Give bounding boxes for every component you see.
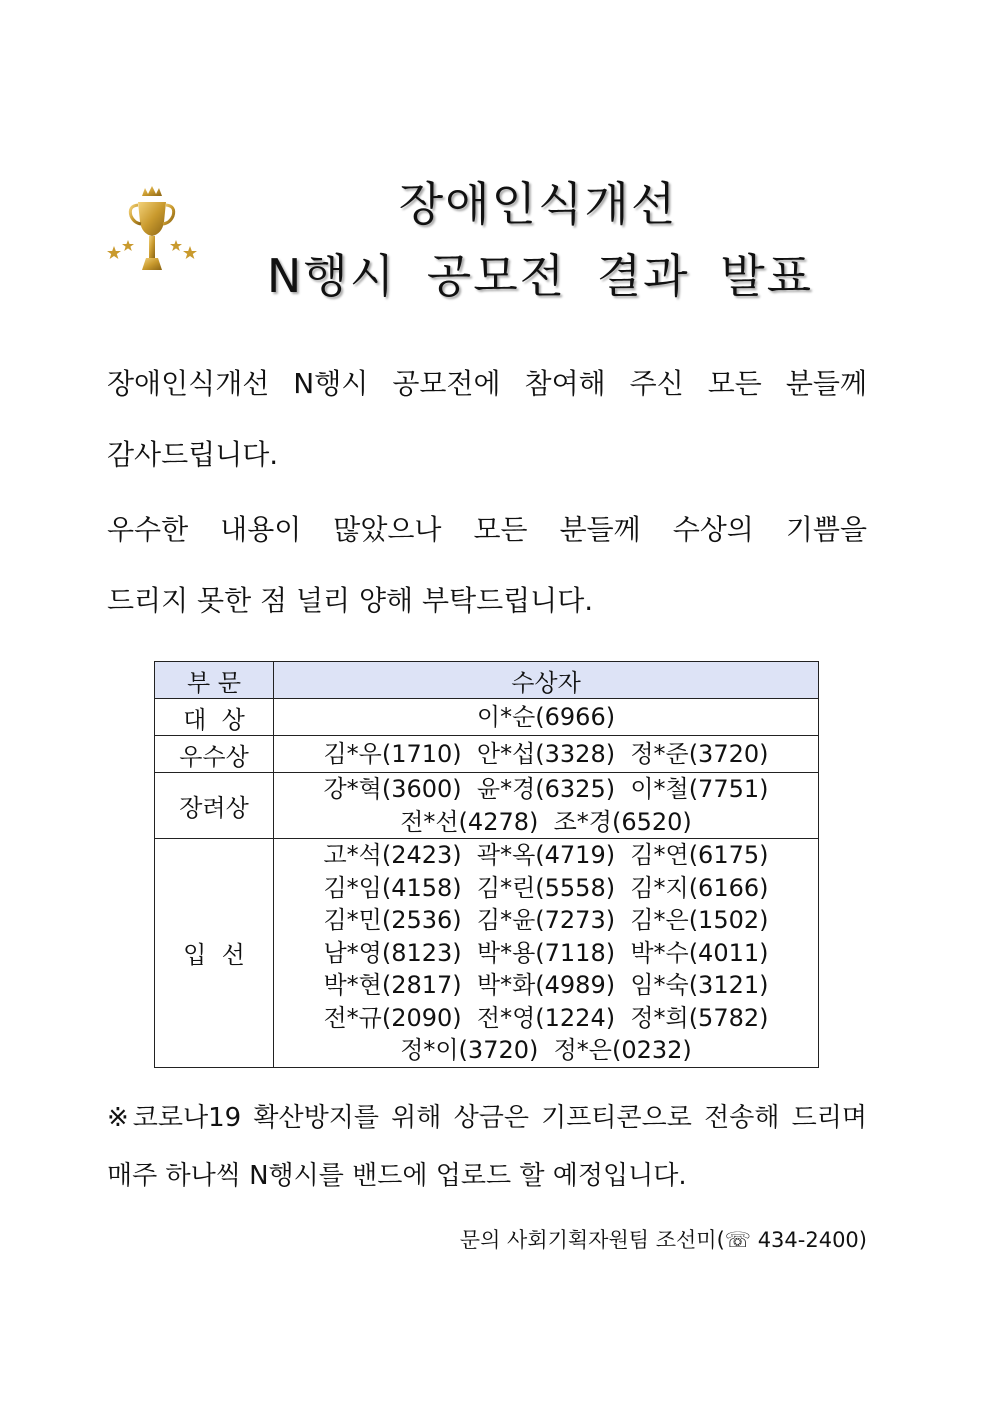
winner-line: 김*민(2536) 김*윤(7273) 김*은(1502) (323, 906, 769, 934)
intro-line-1: 장애인식개선 N행시 공모전에 참여해 주신 모든 분들께 (107, 367, 867, 400)
contact-info: 문의 사회기획자원팀 조선미(☏ 434-2400) (459, 1228, 867, 1252)
table-row (155, 736, 819, 773)
winners-cell (274, 736, 819, 773)
page-title-line2: N행시 공모전 결과 발표 (266, 249, 814, 303)
category-cell: 우수상 (155, 736, 274, 773)
winner-line: 정*이(3720) 정*은(0232) (400, 1036, 692, 1064)
winners-cell (274, 699, 819, 736)
winner-line: 강*혁(3600) 윤*경(6325) 이*철(7751) (323, 775, 769, 803)
intro-line-2: 감사드립니다. (107, 438, 279, 471)
table-header-row (155, 662, 819, 699)
table-row (155, 699, 819, 736)
winner-line: 김*우(1710) 안*섭(3328) 정*준(3720) (323, 739, 769, 768)
winners-cell (274, 839, 819, 1068)
awards-table (154, 661, 819, 1068)
intro-line-3: 우수한 내용이 많았으나 모든 분들께 수상의 기쁨을 (107, 513, 867, 546)
intro-line-4: 드리지 못한 점 널리 양해 부탁드립니다. (107, 584, 594, 617)
winner-line: 전*선(4278) 조*경(6520) (400, 807, 692, 836)
winner-line: 전*규(2090) 전*영(1224) 정*희(5782) (323, 1003, 769, 1032)
notice-line-2: 매주 하나씩 N행시를 밴드에 업로드 할 예정입니다. (107, 1161, 687, 1191)
table-row (155, 839, 819, 1068)
category-cell: 장려상 (155, 773, 274, 839)
winner-line: 고*석(2423) 곽*옥(4719) 김*연(6175) (323, 841, 769, 869)
winner-line: 이*순(6966) (476, 702, 616, 731)
header-winners: 수상자 (274, 662, 819, 699)
table-row (155, 773, 819, 839)
winner-line: 김*임(4158) 김*린(5558) 김*지(6166) (323, 873, 769, 902)
winner-line: 박*현(2817) 박*화(4989) 임*숙(3121) (323, 971, 769, 999)
winner-line: 남*영(8123) 박*용(7118) 박*수(4011) (323, 938, 769, 967)
page-title-line1: 장애인식개선 (398, 177, 678, 231)
category-cell: 입 선 (155, 839, 274, 1068)
winners-cell (274, 773, 819, 839)
category-cell: 대 상 (155, 699, 274, 736)
header-category: 부 문 (155, 662, 274, 699)
notice-line-1: ※코로나19 확산방지를 위해 상금은 기프티콘으로 전송해 드리며 (107, 1103, 867, 1133)
